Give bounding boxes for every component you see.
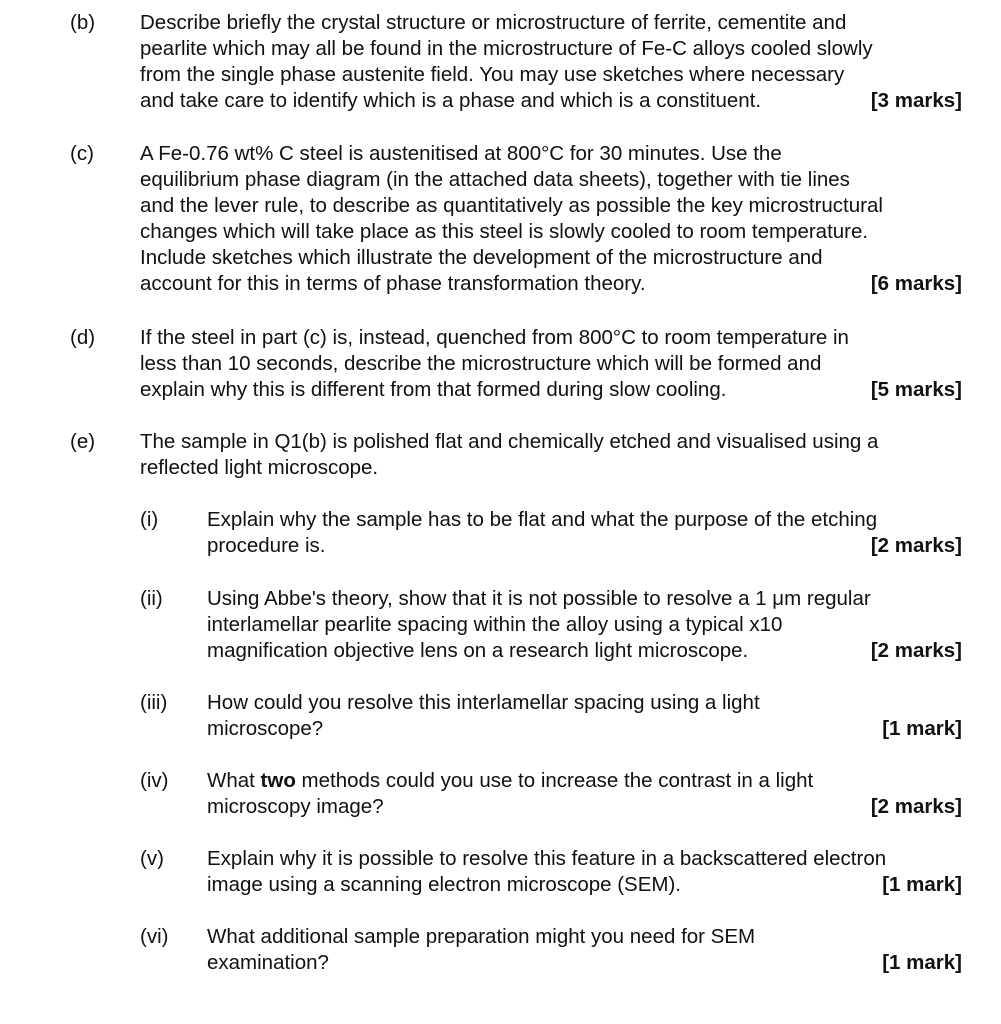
question-line: reflected light microscope. bbox=[140, 456, 379, 479]
question-text bbox=[140, 10, 962, 114]
subquestion-line: examination? bbox=[207, 951, 329, 974]
subquestion-label: (ii) bbox=[140, 587, 163, 610]
subquestion-label: (iii) bbox=[140, 691, 168, 714]
subquestion-line: microscopy image? bbox=[207, 795, 384, 818]
subquestion-line: Explain why the sample has to be flat and what the purpose of the etching bbox=[207, 508, 878, 531]
question-text bbox=[140, 429, 962, 481]
subquestion-line: How could you resolve this interlamellar spacing using a light bbox=[207, 691, 760, 714]
question-line: less than 10 seconds, describe the microstructure which will be formed and bbox=[140, 352, 822, 375]
marks-label: [1 mark] bbox=[882, 951, 962, 974]
question-line: Include sketches which illustrate the development of the microstructure and bbox=[140, 246, 823, 269]
subquestion-line: image using a scanning electron microscope (SEM). bbox=[207, 873, 681, 896]
subquestion-text bbox=[207, 690, 962, 742]
subquestion-text bbox=[207, 507, 962, 559]
marks-label: [1 mark] bbox=[882, 873, 962, 896]
marks-label: [2 marks] bbox=[870, 795, 962, 818]
question-line: and the lever rule, to describe as quantitatively as possible the key microstructural bbox=[140, 194, 883, 217]
question-line: explain why this is different from that formed during slow cooling. bbox=[140, 378, 727, 401]
subquestion-line: interlamellar pearlite spacing within the alloy using a typical x10 bbox=[207, 613, 783, 636]
subquestion-text bbox=[207, 924, 962, 976]
subquestion-text bbox=[207, 846, 962, 898]
question-line: If the steel in part (c) is, instead, quenched from 800°C to room temperature in bbox=[140, 326, 849, 349]
question-label: (b) bbox=[70, 11, 96, 34]
subquestion-text bbox=[207, 586, 962, 664]
marks-label: [6 marks] bbox=[870, 272, 962, 295]
subquestion-line: procedure is. bbox=[207, 534, 326, 557]
marks-label: [2 marks] bbox=[870, 639, 962, 662]
marks-label: [2 marks] bbox=[870, 534, 962, 557]
marks-label: [1 mark] bbox=[882, 717, 962, 740]
question-line: equilibrium phase diagram (in the attached data sheets), together with tie lines bbox=[140, 168, 850, 191]
subquestion-line: microscope? bbox=[207, 717, 324, 740]
subquestion-line: magnification objective lens on a research light microscope. bbox=[207, 639, 749, 662]
question-label: (d) bbox=[70, 326, 96, 349]
marks-label: [3 marks] bbox=[870, 89, 962, 112]
question-line: changes which will take place as this steel is slowly cooled to room temperature. bbox=[140, 220, 869, 243]
subquestion-text-part: methods could you use to increase the contrast in a light bbox=[295, 769, 814, 792]
question-line: from the single phase austenite field. You may use sketches where necessary bbox=[140, 63, 845, 86]
subquestion-label: (v) bbox=[140, 847, 164, 870]
question-text bbox=[140, 141, 962, 297]
subquestion-line: Explain why it is possible to resolve this feature in a backscattered electron bbox=[207, 847, 887, 870]
marks-label: [5 marks] bbox=[870, 378, 962, 401]
subquestion-label: (i) bbox=[140, 508, 159, 531]
emphasis-text: two bbox=[260, 769, 296, 792]
question-text bbox=[140, 325, 962, 403]
subquestion-label: (vi) bbox=[140, 925, 169, 948]
subquestion-text-part: What bbox=[207, 769, 261, 792]
subquestion-line bbox=[207, 768, 962, 794]
subquestion-text bbox=[207, 768, 962, 820]
question-label: (e) bbox=[70, 430, 96, 453]
subquestion-line: Using Abbe's theory, show that it is not possible to resolve a 1 μm regular bbox=[207, 587, 871, 610]
question-line: and take care to identify which is a phase and which is a constituent. bbox=[140, 89, 762, 112]
subquestion-line: What additional sample preparation might you need for SEM bbox=[207, 925, 756, 948]
question-label: (c) bbox=[70, 142, 94, 165]
question-line: Describe briefly the crystal structure or microstructure of ferrite, cementite and bbox=[140, 11, 847, 34]
question-line: account for this in terms of phase transformation theory. bbox=[140, 272, 646, 295]
subquestion-label: (iv) bbox=[140, 769, 169, 792]
question-line: The sample in Q1(b) is polished flat and chemically etched and visualised using a bbox=[140, 430, 879, 453]
question-line: pearlite which may all be found in the microstructure of Fe-C alloys cooled slowly bbox=[140, 37, 873, 60]
question-line: A Fe-0.76 wt% C steel is austenitised at 800°C for 30 minutes. Use the bbox=[140, 142, 782, 165]
